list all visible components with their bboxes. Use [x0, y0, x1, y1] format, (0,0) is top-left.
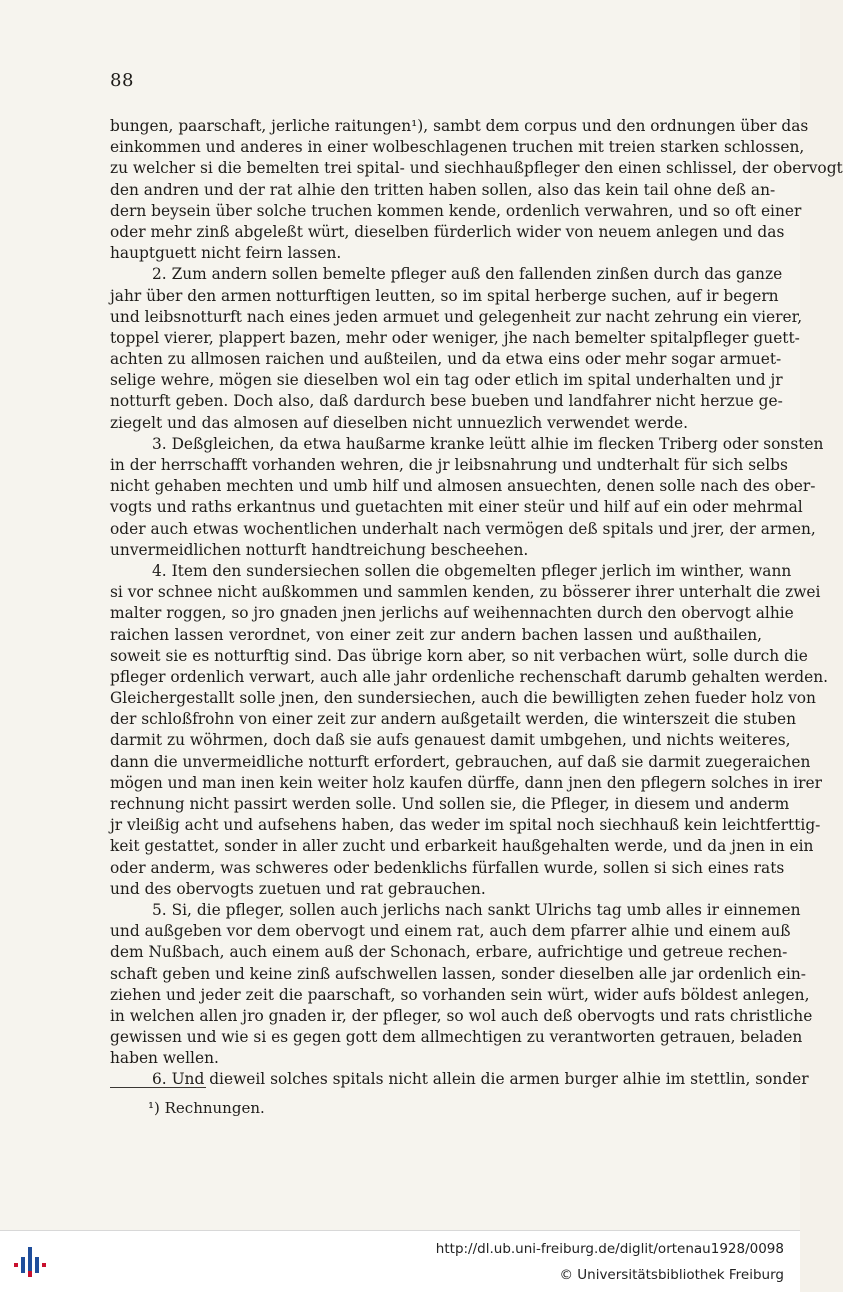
- text-line: notturft geben. Doch also, daß dardurch bese bueben und landfahrer nicht herzue ge-: [110, 392, 783, 411]
- text-line: oder auch etwas wochentlichen underhalt nach vermögen deß spitals und jrer, der armen,: [110, 519, 816, 538]
- text-line: malter roggen, so jro gnaden jnen jerlichs auf weihennachten durch den obervogt alhie: [110, 604, 794, 623]
- text-line: selige wehre, mögen sie dieselben wol ein tag oder etlich im spital underhalten und jr: [110, 371, 783, 390]
- text-line: und außgeben vor dem obervogt und einem rat, auch dem pfarrer alhie und einem auß: [110, 922, 791, 941]
- paragraph-start: 4. Item den sundersiechen sollen die obgemelten pfleger jerlich im winther, wann: [152, 561, 792, 580]
- text-line: oder mehr zinß abgeleßt würt, dieselben fürderlich wider von neuem anlegen und das: [110, 222, 785, 241]
- text-line: haben wellen.: [110, 1049, 219, 1068]
- footnote: ¹) Rechnungen.: [148, 1099, 265, 1117]
- permalink[interactable]: http://dl.ub.uni-freiburg.de/diglit/ortenau1928/0098: [435, 1241, 784, 1257]
- text-line: toppel vierer, plappert bazen, mehr oder weniger, jhe nach bemelter spitalpfleger guett-: [110, 328, 800, 347]
- text-line: ziehen und jeder zeit die paarschaft, so vorhanden sein würt, wider aufs böldest anlegen,: [110, 985, 810, 1004]
- text-line: in welchen allen jro gnaden ir, der pfleger, so wol auch deß obervogts und rats christliche: [110, 1006, 813, 1025]
- text-line: si vor schnee nicht außkommen und sammlen kenden, zu bösserer ihrer unterhalt die zwei: [110, 583, 821, 602]
- paragraph-start: 5. Si, die pfleger, sollen auch jerlichs nach sankt Ulrichs tag umb alles ir einnemen: [152, 900, 801, 919]
- text-line: achten zu allmosen raichen und außteilen, und da etwa eins oder mehr sogar armuet-: [110, 350, 782, 369]
- text-line: und leibsnotturft nach eines jeden armuet und gelegenheit zur nacht zehrung ein vierer,: [110, 307, 803, 326]
- footer-bar: [0, 1230, 800, 1292]
- text-line: dann die unvermeidliche notturft erfordert, gebrauchen, auf daß sie darmit zuegeraichen: [110, 752, 811, 771]
- paragraph-start: 2. Zum andern sollen bemelte pfleger auß den fallenden zinßen durch das ganze: [152, 265, 783, 284]
- text-line: rechnung nicht passirt werden solle. Und sollen sie, die Pfleger, in diesem und anderm: [110, 795, 790, 813]
- text-line: und des obervogts zuetuen und rat gebrauchen.: [110, 879, 486, 898]
- text-line: in der herrschafft vorhanden wehren, die jr leibsnahrung und undterhalt für sich selbs: [110, 456, 788, 474]
- text-line: unvermeidlichen notturft handtreichung bescheehen.: [110, 540, 529, 559]
- text-line: jahr über den armen notturftigen leutten, so im spital herberge suchen, auf ir begern: [110, 286, 779, 305]
- text-line: pfleger ordenlich verwart, auch alle jahr ordenliche rechenschaft darumb gehalten werden.: [110, 667, 829, 686]
- text-line: dern beysein über solche truchen kommen kende, ordenlich verwahren, und so oft einer: [110, 201, 802, 220]
- footnote-rule: [110, 1087, 206, 1088]
- paragraph-start: 6. Und dieweil solches spitals nicht allein die armen burger alhie im stettlin, sonder: [152, 1070, 809, 1089]
- text-line: gewissen und wie si es gegen gott dem allmechtigen zu verantworten getrauen, beladen: [110, 1028, 803, 1047]
- text-line: hauptguett nicht feirn lassen.: [110, 244, 342, 263]
- text-line: ziegelt und das almosen auf dieselben nicht unnuezlich verwendet werde.: [110, 413, 688, 432]
- page-number: 88: [110, 70, 134, 91]
- text-line: zu welcher si die bemelten trei spital- und siechhaußpfleger den einen schlissel, der obervogt: [110, 159, 843, 178]
- text-line: mögen und man inen kein weiter holz kaufen dürffe, dann jnen den pflegern solches in irer: [110, 773, 822, 792]
- text-line: den andren und der rat alhie den tritten haben sollen, also das kein tail ohne deß an-: [110, 180, 776, 199]
- text-line: oder anderm, was schweres oder bedenklichs fürfallen wurde, sollen si sich eines rats: [110, 858, 785, 877]
- text-line: Gleichergestallt solle jnen, den sundersiechen, auch die bewilligten zehen fueder holz von: [110, 689, 816, 708]
- copyright-notice: © Universitätsbibliothek Freiburg: [559, 1267, 784, 1283]
- text-line: soweit sie es notturftig sind. Das übrige korn aber, so nit verbachen würt, solle durch die: [110, 646, 808, 665]
- text-line: dem Nußbach, auch einem auß der Schonach, erbare, aufrichtige und getreue rechen-: [110, 943, 788, 962]
- text-line: raichen lassen verordnet, von einer zeit zur andern bachen lassen und außthailen,: [110, 625, 762, 644]
- text-line: schaft geben und keine zinß aufschwellen lassen, sonder dieselben alle jar ordenlich ein-: [110, 964, 806, 983]
- text-line: der schloßfrohn von einer zeit zur andern außgetailt werden, die winterszeit die stuben: [110, 710, 797, 729]
- text-line: vogts und raths erkantnus und guetachten mit einer steür und hilf auf ein oder mehrmal: [110, 498, 803, 517]
- paragraph-start: 3. Deßgleichen, da etwa haußarme kranke leütt alhie im flecken Triberg oder sonsten: [152, 434, 824, 453]
- text-line: bungen, paarschaft, jerliche raitungen¹), sambt dem corpus und den ordnungen über das: [110, 117, 809, 135]
- text-line: nicht gehaben mechten und umb hilf und almosen ansuechten, denen solle nach des ober-: [110, 477, 816, 496]
- text-line: keit gestattet, sonder in aller zucht und erbarkeit haußgehalten werde, und da jnen in ein: [110, 837, 814, 856]
- text-line: darmit zu wöhrmen, doch daß sie aufs genauest damit umbgehen, und nichts weiteres,: [110, 731, 791, 750]
- body-text: [110, 116, 843, 1091]
- ub-freiburg-logo-icon[interactable]: [12, 1245, 52, 1279]
- text-line: jr vleißig acht und aufsehens haben, das weder im spital noch siechhauß kein leichtferttig-: [110, 816, 821, 835]
- text-line: einkommen und anderes in einer wolbeschlagenen truchen mit treien starken schlossen,: [110, 138, 805, 157]
